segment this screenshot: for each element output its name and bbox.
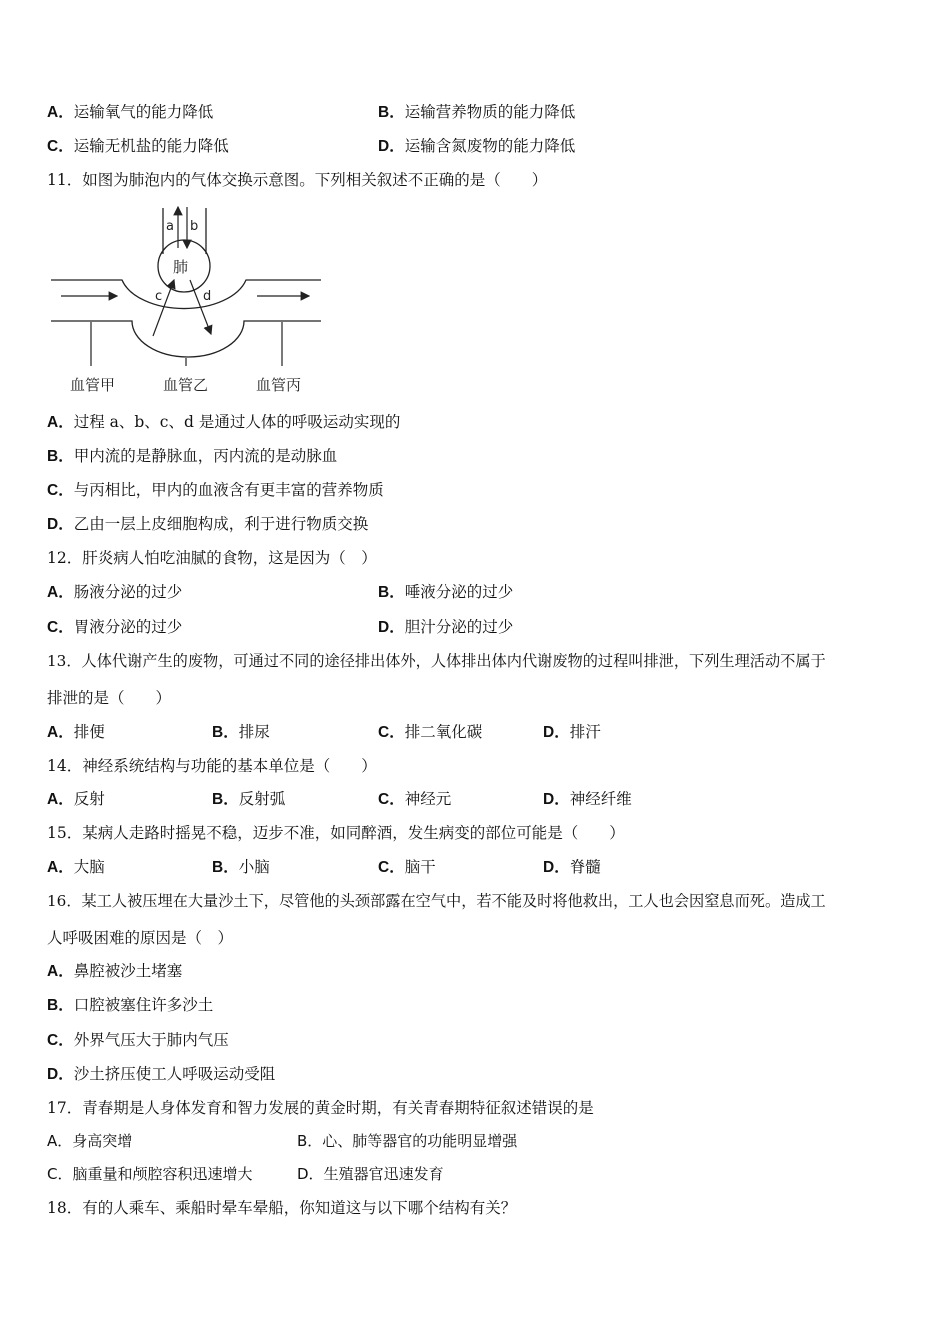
option-text: 唾液分泌的过少 <box>404 583 514 601</box>
vessel-jia-label: 血管甲 <box>70 376 116 394</box>
q15-option-a <box>47 857 105 878</box>
option-label: C． <box>47 138 74 155</box>
q15-option-d <box>543 857 601 878</box>
option-text: 脑重量和颅腔容积迅速增大 <box>72 1165 253 1183</box>
option-text: 身高突增 <box>72 1132 133 1150</box>
q10-option-b <box>378 102 575 123</box>
q13-option-c <box>378 722 482 743</box>
option-label: C． <box>378 791 405 808</box>
q10-option-a <box>47 102 213 123</box>
q13-option-d <box>543 722 601 743</box>
q14-option-c <box>378 789 451 810</box>
option-label: D． <box>378 138 405 155</box>
option-label: A． <box>47 104 74 121</box>
q10-option-c <box>47 136 229 157</box>
q17-option-a <box>47 1131 132 1151</box>
q14-stem: 14．神经系统结构与功能的基本单位是（ ） <box>47 757 377 775</box>
option-text: 胃液分泌的过少 <box>73 618 183 636</box>
option-label: C． <box>47 1165 73 1183</box>
option-label: C． <box>378 859 405 876</box>
option-text: 排便 <box>73 723 105 741</box>
q14-option-d <box>543 789 632 810</box>
q11-option-d <box>47 514 368 535</box>
option-label: D． <box>543 724 570 741</box>
q12-option-c <box>47 617 182 638</box>
arrow-c-label: c <box>155 289 163 304</box>
option-label: A． <box>47 1132 73 1150</box>
q16-stem-line2: 人呼吸困难的原因是（ ） <box>47 929 234 947</box>
option-label: B． <box>212 859 239 876</box>
q16-stem-line1: 16．某工人被压埋在大量沙土下，尽管他的头颈部露在空气中，若不能及时将他救出，工人也会因窒息而死。造成工 <box>47 892 826 910</box>
q11-stem: 11．如图为肺泡内的气体交换示意图。下列相关叙述不正确的是（ ） <box>47 171 548 189</box>
q14-option-b <box>212 789 285 810</box>
q15-option-b <box>212 857 270 878</box>
q13-stem-line1: 13．人体代谢产生的废物，可通过不同的途径排出体外，人体排出体内代谢废物的过程叫排泄，下列生理活动不属于 <box>47 652 826 670</box>
option-text: 脊髓 <box>569 858 601 876</box>
q12-stem: 12．肝炎病人怕吃油腻的食物，这是因为（ ） <box>47 549 377 567</box>
option-label: B． <box>212 791 239 808</box>
q13-option-a <box>47 722 105 743</box>
q13-stem-line2: 排泄的是（ ） <box>47 689 172 707</box>
option-text: 脑干 <box>404 858 436 876</box>
option-text: 口腔被塞住许多沙土 <box>73 996 214 1014</box>
option-text: 运输营养物质的能力降低 <box>404 103 576 121</box>
option-text: 沙土挤压使工人呼吸运动受阻 <box>73 1065 276 1083</box>
arrow-b-label: b <box>190 219 199 234</box>
q18-stem: 18．有的人乘车、乘船时晕车晕船，你知道这与以下哪个结构有关？ <box>47 1199 517 1217</box>
option-label: B． <box>378 584 405 601</box>
q10-option-d <box>378 136 575 157</box>
option-label: B． <box>378 104 405 121</box>
option-text: 神经元 <box>404 790 452 808</box>
alveolus-gas-exchange-diagram <box>47 198 337 398</box>
option-text: 排汗 <box>569 723 601 741</box>
option-text: 胆汁分泌的过少 <box>404 618 514 636</box>
option-text: 大脑 <box>73 858 105 876</box>
option-text: 运输无机盐的能力降低 <box>73 137 229 155</box>
option-text: 运输氧气的能力降低 <box>73 103 214 121</box>
option-text: 排尿 <box>238 723 270 741</box>
option-label: D． <box>47 1066 74 1083</box>
q12-option-d <box>378 617 513 638</box>
option-label: B． <box>297 1132 323 1150</box>
option-label: D． <box>47 516 74 533</box>
option-label: B． <box>47 997 74 1014</box>
q17-option-c <box>47 1164 253 1184</box>
q12-option-a <box>47 582 182 603</box>
q12-option-b <box>378 582 513 603</box>
option-text: 过程 a、b、c、d 是通过人体的呼吸运动实现的 <box>73 413 401 431</box>
option-text: 心、肺等器官的功能明显增强 <box>322 1132 518 1150</box>
q13-option-b <box>212 722 270 743</box>
q15-option-c <box>378 857 436 878</box>
option-text: 生殖器官迅速发育 <box>323 1165 444 1183</box>
q16-option-b <box>47 995 213 1016</box>
q15-stem: 15．某病人走路时摇晃不稳，迈步不准，如同醉酒，发生病变的部位可能是（ ） <box>47 824 625 842</box>
q16-option-a <box>47 961 182 982</box>
q17-option-d <box>297 1164 444 1184</box>
option-label: A． <box>47 963 74 980</box>
arrow-d-label: d <box>203 289 212 304</box>
option-label: D． <box>378 619 405 636</box>
q11-option-b <box>47 446 337 467</box>
option-text: 与丙相比，甲内的血液含有更丰富的营养物质 <box>73 481 384 499</box>
option-text: 小脑 <box>238 858 270 876</box>
q16-option-d <box>47 1064 275 1085</box>
option-label: B． <box>212 724 239 741</box>
q11-option-a <box>47 412 400 433</box>
q17-stem: 17．青春期是人身体发育和智力发展的黄金时期，有关青春期特征叙述错误的是 <box>47 1099 594 1117</box>
option-label: D． <box>297 1165 324 1183</box>
q17-option-b <box>297 1131 517 1151</box>
vessel-bing-label: 血管丙 <box>256 376 302 394</box>
vessel-yi-label: 血管乙 <box>163 376 209 394</box>
q14-option-a <box>47 789 105 810</box>
option-label: A． <box>47 859 74 876</box>
option-text: 乙由一层上皮细胞构成，利于进行物质交换 <box>73 515 369 533</box>
option-label: A． <box>47 791 74 808</box>
option-label: C． <box>47 619 74 636</box>
option-label: D． <box>543 791 570 808</box>
option-text: 鼻腔被沙土堵塞 <box>73 962 183 980</box>
option-text: 反射弧 <box>238 790 286 808</box>
option-label: A． <box>47 724 74 741</box>
option-text: 甲内流的是静脉血，丙内流的是动脉血 <box>73 447 338 465</box>
alveolus-label: 肺 <box>173 258 189 276</box>
option-text: 运输含氮废物的能力降低 <box>404 137 576 155</box>
option-label: C． <box>47 1032 74 1049</box>
option-label: A． <box>47 414 74 431</box>
option-label: C． <box>378 724 405 741</box>
option-label: D． <box>543 859 570 876</box>
option-label: B． <box>47 448 74 465</box>
option-text: 反射 <box>73 790 105 808</box>
option-text: 排二氧化碳 <box>404 723 483 741</box>
option-text: 肠液分泌的过少 <box>73 583 183 601</box>
arrow-a-label: a <box>166 219 174 234</box>
option-text: 神经纤维 <box>569 790 632 808</box>
capillary-upper-wall <box>51 280 321 309</box>
q11-option-c <box>47 480 384 501</box>
option-text: 外界气压大于肺内气压 <box>73 1031 229 1049</box>
q16-option-c <box>47 1030 229 1051</box>
option-label: A． <box>47 584 74 601</box>
option-label: C． <box>47 482 74 499</box>
